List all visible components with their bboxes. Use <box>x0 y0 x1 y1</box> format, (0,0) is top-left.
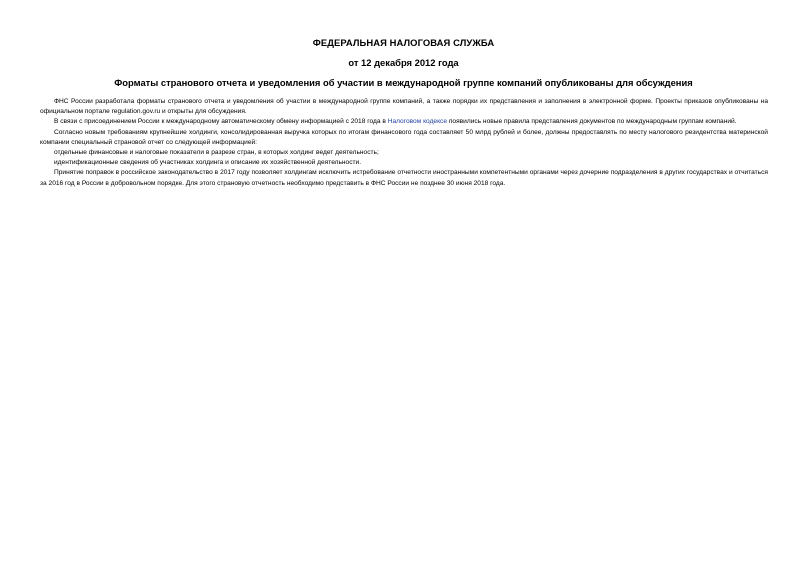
list-item-identification-info: идентификационные сведения об участниках холдинга и описание их хозяйственной деятельности. <box>54 159 362 167</box>
paragraph-6: Принятие поправок в российское законодательство в 2017 году позволяет холдингам исключить истребование отчетности иностранными компетентными органами через дочерние подразделения в других государствах и отчитаться за 2016 год в России в добровольном порядке. Для этого страновую отчетность необходимо представить в ФНС России не позднее 30 июня 2018 года. <box>40 169 768 187</box>
paragraph-2-text-before: В связи с присоединением России к международному автоматическому обмену информацией с 2018 года в <box>54 118 388 126</box>
document-date: от 12 декабря 2012 года <box>348 57 459 68</box>
document-body <box>40 97 768 189</box>
list-item-financial-indicators: отдельные финансовые и налоговые показатели в разрезе стран, в которых холдинг ведет деятельность; <box>54 149 379 157</box>
paragraph-1: ФНС России разработала форматы странового отчета и уведомления об участии в международной группе компаний, а также порядки их представления и заполнения в электронной форме. Проекты приказов опубликованы на официальном портале regulation.gov.ru и открыты для обсуждения. <box>40 98 768 116</box>
paragraph-3: Согласно новым требованиям крупнейшие холдинги, консолидированная выручка которых по итогам финансового года составляет 50 млрд рублей и более, должны предоставлять по месту налогового резидентства материнской компании специальный страновой отчет со следующей информацией: <box>40 128 768 146</box>
document-title: Форматы странового отчета и уведомления об участии в международной группе компаний опубликованы для обсуждения <box>114 77 693 88</box>
paragraph-2-text-after: появились новые правила представления документов по международным группам компаний. <box>447 118 737 126</box>
agency-name: ФЕДЕРАЛЬНАЯ НАЛОГОВАЯ СЛУЖБА <box>312 37 495 48</box>
tax-code-link[interactable]: Налоговом кодексе <box>387 118 448 126</box>
paragraph-2 <box>40 117 768 127</box>
